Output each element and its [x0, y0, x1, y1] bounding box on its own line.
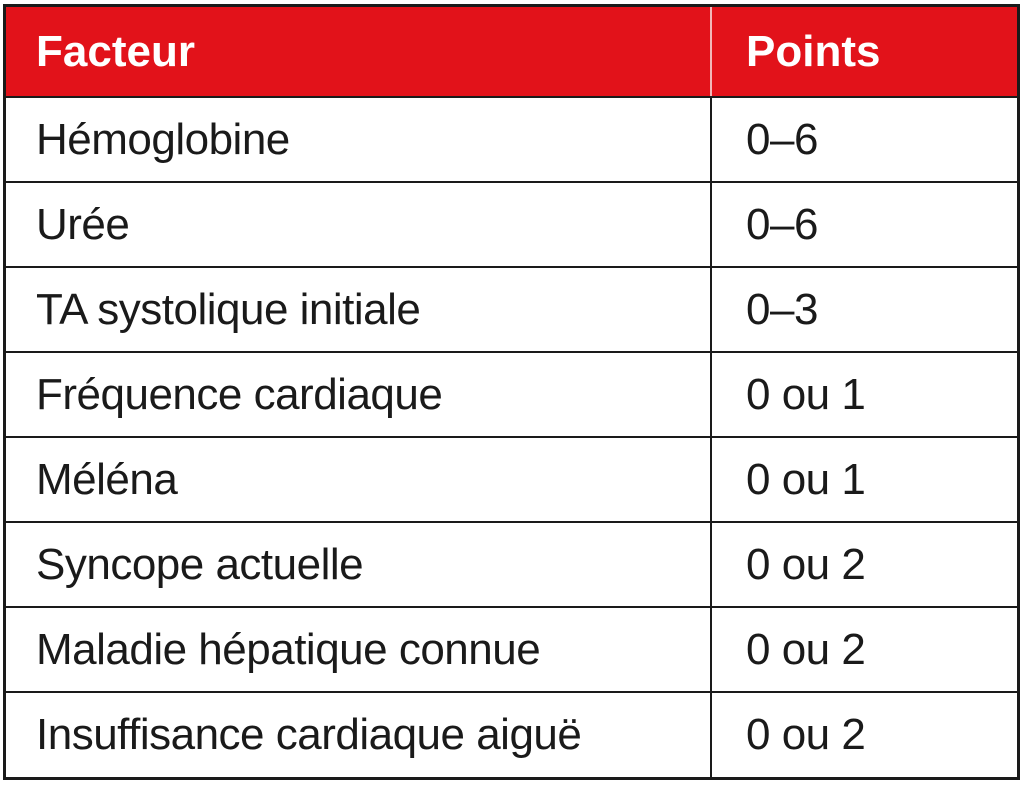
table-row	[6, 352, 1017, 437]
table-row	[6, 267, 1017, 352]
factor-cell: Urée	[6, 182, 711, 267]
factor-cell: Syncope actuelle	[6, 522, 711, 607]
table-body	[6, 97, 1017, 777]
table-row	[6, 607, 1017, 692]
header-factor: Facteur	[6, 7, 711, 97]
table-row	[6, 522, 1017, 607]
table-row	[6, 692, 1017, 777]
points-cell: 0 ou 1	[711, 352, 1017, 437]
points-cell: 0–6	[711, 182, 1017, 267]
header-row	[6, 7, 1017, 97]
table-header	[6, 7, 1017, 97]
points-cell: 0 ou 2	[711, 607, 1017, 692]
points-cell: 0 ou 2	[711, 692, 1017, 777]
points-cell: 0–6	[711, 97, 1017, 182]
factor-cell: Fréquence cardiaque	[6, 352, 711, 437]
factor-cell: Insuffisance cardiaque aiguë	[6, 692, 711, 777]
header-points: Points	[711, 7, 1017, 97]
table-row	[6, 97, 1017, 182]
score-table-grid	[6, 7, 1017, 777]
factor-cell: Hémoglobine	[6, 97, 711, 182]
points-cell: 0 ou 1	[711, 437, 1017, 522]
factor-cell: Méléna	[6, 437, 711, 522]
factor-cell: Maladie hépatique connue	[6, 607, 711, 692]
table-row	[6, 182, 1017, 267]
points-cell: 0–3	[711, 267, 1017, 352]
factor-cell: TA systolique initiale	[6, 267, 711, 352]
table-row	[6, 437, 1017, 522]
score-table	[3, 4, 1020, 780]
points-cell: 0 ou 2	[711, 522, 1017, 607]
